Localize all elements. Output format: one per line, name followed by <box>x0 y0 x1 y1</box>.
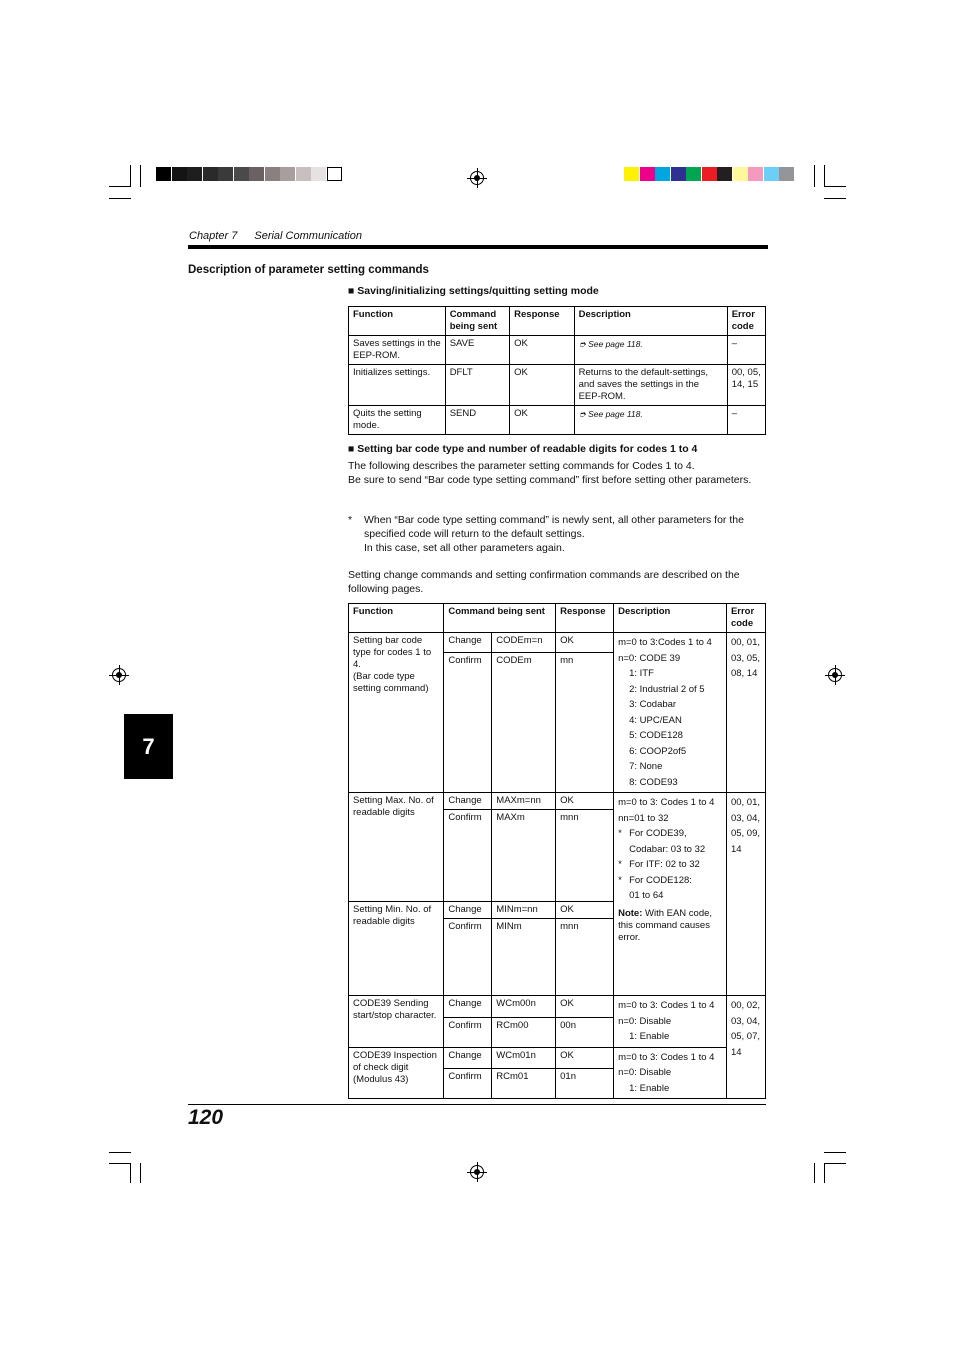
cell-response: mnn <box>556 919 614 996</box>
color-swatch <box>640 167 655 181</box>
cell-response: OK <box>556 902 614 919</box>
cell-error-code <box>726 996 765 1099</box>
cell-response: OK <box>510 406 574 435</box>
cell-command: CODEm=n <box>492 633 556 653</box>
footer-rule <box>188 1104 766 1105</box>
cell-function: Setting Max. No. of readable digits <box>349 793 444 902</box>
desc-line: 5: CODE128 <box>629 730 683 741</box>
cell-function: Setting bar code type for codes 1 to 4. (Bar code type setting command) <box>349 633 444 793</box>
save-commands-table <box>348 306 766 435</box>
desc-line: n=0: CODE 39 <box>618 652 681 664</box>
cell-error-code: – <box>727 406 765 435</box>
registration-mark-icon <box>470 1165 484 1179</box>
color-swatch <box>327 167 342 181</box>
cell-mode: Confirm <box>444 810 492 902</box>
cell-error-code: 00, 05, 14, 15 <box>727 365 765 406</box>
desc-line: 3: Codabar <box>629 699 677 710</box>
color-swatch <box>779 167 794 181</box>
table-row <box>349 336 766 365</box>
cell-response: OK <box>510 365 574 406</box>
header-command: Command being sent <box>444 604 556 633</box>
cell-response: mn <box>556 653 614 793</box>
chapter-tab: 7 <box>124 714 173 779</box>
header-error-code: Error code <box>727 307 765 336</box>
color-swatch <box>733 167 748 181</box>
color-swatch <box>311 167 326 181</box>
header-error-code: Error code <box>726 604 765 633</box>
header-description: Description <box>574 307 727 336</box>
desc-note <box>618 908 722 944</box>
cell-mode: Confirm <box>444 919 492 996</box>
cell-function: Initializes settings. <box>349 365 446 406</box>
registration-mark-icon <box>828 668 842 682</box>
cell-mode: Change <box>444 633 492 653</box>
cell-response: OK <box>556 633 614 653</box>
cell-mode: Confirm <box>444 1017 492 1047</box>
desc-line: m=0 to 3: Codes 1 to 4 <box>618 1051 715 1063</box>
color-swatch <box>671 167 686 181</box>
desc-line: 4: UPC/EAN <box>629 714 682 726</box>
cell-command: RCm01 <box>492 1069 556 1099</box>
cell-description <box>614 1047 727 1099</box>
color-swatch <box>624 167 639 181</box>
note-asterisk: * <box>348 514 353 526</box>
cell-function: Setting Min. No. of readable digits <box>349 902 444 996</box>
header-description: Description <box>614 604 727 633</box>
barcode-commands-table <box>348 603 766 1099</box>
desc-line: 01 to 64 <box>629 890 664 901</box>
color-swatch <box>686 167 701 181</box>
color-swatch <box>156 167 171 181</box>
cell-description: Returns to the default-settings, and saves the settings in the EEP-ROM. <box>574 365 727 406</box>
table-row <box>349 793 766 810</box>
color-swatch <box>717 167 732 181</box>
chapter-label: Chapter 7 <box>189 230 238 242</box>
cell-description: ➮ See page 118. <box>574 406 727 435</box>
color-swatch <box>702 167 717 181</box>
cell-response: OK <box>556 996 614 1018</box>
page-number: 120 <box>188 1106 224 1129</box>
cell-description <box>614 633 727 793</box>
running-header <box>189 230 376 242</box>
desc-asterisk: * <box>618 859 622 870</box>
desc-line: 1: Enable <box>629 1031 670 1042</box>
table-header-row <box>349 307 766 336</box>
header-response: Response <box>556 604 614 633</box>
cell-command: MINm=nn <box>492 902 556 919</box>
registration-mark-icon <box>470 171 484 185</box>
paragraph: The following describes the parameter setting commands for Codes 1 to 4. <box>348 460 695 472</box>
err-line: 00, 02, <box>730 1000 761 1011</box>
color-swatch <box>764 167 779 181</box>
cell-command: WCm00n <box>492 996 556 1018</box>
header-function: Function <box>349 307 446 336</box>
err-line: 14 <box>730 1046 742 1058</box>
cell-description <box>614 996 727 1048</box>
table-header-row <box>349 604 766 633</box>
cell-command: MAXm <box>492 810 556 902</box>
color-swatch <box>187 167 202 181</box>
cell-command: WCm01n <box>492 1047 556 1069</box>
cell-mode: Confirm <box>444 653 492 793</box>
cell-command: RCm00 <box>492 1017 556 1047</box>
err-line: 05, 09, <box>730 828 761 839</box>
cell-function: CODE39 Inspection of check digit (Modulus 43) <box>349 1047 444 1099</box>
header-command: Command being sent <box>445 307 509 336</box>
color-swatch <box>172 167 187 181</box>
paragraph: Setting change commands and setting confirmation commands are described on the following pages. <box>348 569 740 595</box>
cell-error-code: – <box>727 336 765 365</box>
cell-response: mnn <box>556 810 614 902</box>
err-line: 03, 05, <box>730 652 761 664</box>
cell-function: CODE39 Sending start/stop character. <box>349 996 444 1048</box>
table-row <box>349 633 766 653</box>
note-text: With EAN code, this command causes error. <box>618 907 713 943</box>
desc-line: For CODE39, <box>629 828 687 839</box>
err-line: 00, 01, <box>730 797 761 808</box>
color-swatch <box>280 167 295 181</box>
header-rule <box>188 245 768 249</box>
cell-mode: Change <box>444 996 492 1018</box>
color-swatch <box>296 167 311 181</box>
desc-line: 7: None <box>629 761 663 772</box>
table-row <box>349 996 766 1018</box>
note-label: Note: <box>618 907 643 919</box>
desc-line: For CODE128: <box>629 874 692 886</box>
cell-command: DFLT <box>445 365 509 406</box>
color-swatch <box>203 167 218 181</box>
err-line: 08, 14 <box>730 668 758 679</box>
color-swatch <box>249 167 264 181</box>
desc-line: 1: Enable <box>629 1082 670 1094</box>
table-row <box>349 1047 766 1069</box>
cell-command: SEND <box>445 406 509 435</box>
cell-mode: Confirm <box>444 1069 492 1099</box>
section-label: Serial Communication <box>254 230 362 242</box>
desc-line: Codabar: 03 to 32 <box>629 843 706 855</box>
desc-line: m=0 to 3: Codes 1 to 4 <box>618 1000 715 1011</box>
table-row <box>349 365 766 406</box>
header-response: Response <box>510 307 574 336</box>
err-line: 14 <box>730 843 742 855</box>
note-text: In this case, set all other parameters again. <box>364 542 565 554</box>
desc-line: 2: Industrial 2 of 5 <box>629 683 705 695</box>
color-swatch <box>748 167 763 181</box>
cell-function: Quits the setting mode. <box>349 406 446 435</box>
desc-line: 1: ITF <box>629 668 654 679</box>
cell-command: MINm <box>492 919 556 996</box>
desc-asterisk: * <box>618 828 622 839</box>
desc-line: nn=01 to 32 <box>618 812 669 824</box>
cell-mode: Change <box>444 1047 492 1069</box>
cell-mode: Change <box>444 902 492 919</box>
color-swatch <box>265 167 280 181</box>
cell-error-code <box>726 793 765 996</box>
cell-response: OK <box>556 1047 614 1069</box>
err-line: 00, 01, <box>730 637 761 648</box>
desc-line: For ITF: 02 to 32 <box>629 859 700 870</box>
err-line: 05, 07, <box>730 1031 761 1042</box>
header-function: Function <box>349 604 444 633</box>
desc-line: m=0 to 3: Codes 1 to 4 <box>618 797 715 808</box>
registration-mark-icon <box>112 668 126 682</box>
cell-function: Saves settings in the EEP-ROM. <box>349 336 446 365</box>
cell-command: SAVE <box>445 336 509 365</box>
subheading-save: ■ Saving/initializing settings/quitting setting mode <box>348 285 599 297</box>
cell-description: ➮ See page 118. <box>574 336 727 365</box>
cell-error-code <box>726 633 765 793</box>
page-title: Description of parameter setting commands <box>188 264 429 276</box>
cell-response: OK <box>556 793 614 810</box>
cell-command: MAXm=nn <box>492 793 556 810</box>
err-line: 03, 04, <box>730 812 761 824</box>
table-row <box>349 406 766 435</box>
desc-line: m=0 to 3:Codes 1 to 4 <box>618 637 712 648</box>
desc-line: n=0: Disable <box>618 1067 672 1078</box>
desc-line: 6: COOP2of5 <box>629 745 687 757</box>
color-swatch <box>218 167 233 181</box>
cell-command: CODEm <box>492 653 556 793</box>
cell-response: 01n <box>556 1069 614 1099</box>
subheading-barcode: ■ Setting bar code type and number of readable digits for codes 1 to 4 <box>348 443 698 455</box>
color-swatch <box>655 167 670 181</box>
note-text: When “Bar code type setting command” is newly sent, all other parameters for the specified code will return to the default settings. <box>364 514 744 540</box>
paragraph: Be sure to send “Bar code type setting command” first before setting other parameters. <box>348 474 752 486</box>
cell-response: 00n <box>556 1017 614 1047</box>
desc-line: n=0: Disable <box>618 1015 672 1027</box>
cell-response: OK <box>510 336 574 365</box>
color-swatch <box>234 167 249 181</box>
desc-line: 8: CODE93 <box>629 776 678 788</box>
cell-mode: Change <box>444 793 492 810</box>
err-line: 03, 04, <box>730 1015 761 1027</box>
cell-description <box>614 793 727 996</box>
desc-asterisk: * <box>618 874 622 886</box>
